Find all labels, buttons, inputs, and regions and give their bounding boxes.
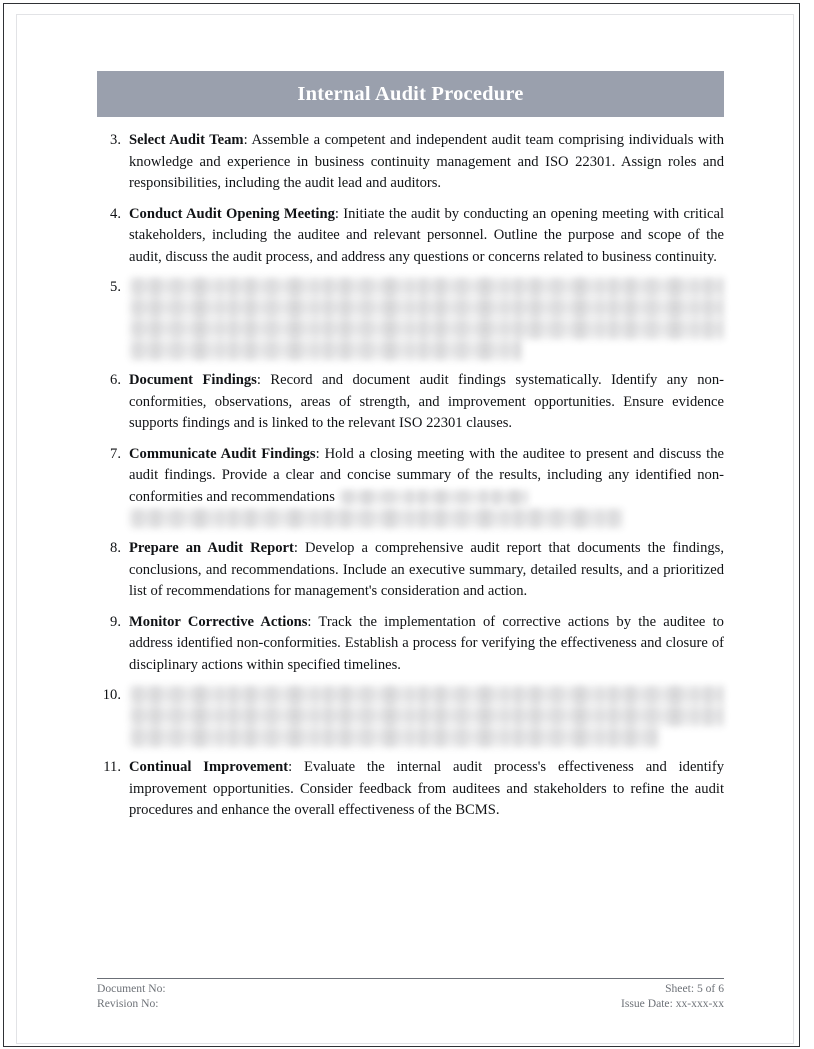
procedure-step	[97, 444, 724, 530]
step-body	[129, 370, 724, 435]
step-text: Evaluate the internal audit process's effectiveness and identify improvement opportunities. Consider feedback from auditees and stakeholders to refine the audit procedures and enhance the overall effectiveness of the BCMS.	[129, 759, 724, 818]
redacted-line	[129, 706, 724, 727]
step-number: 9.	[110, 613, 121, 630]
redacted-content	[129, 277, 724, 361]
step-separator: :	[315, 445, 325, 462]
document-no-label: Document No:	[97, 982, 166, 995]
procedure-step	[97, 130, 724, 195]
step-separator: :	[293, 540, 305, 556]
step-number: 3.	[110, 132, 121, 148]
redacted-line	[129, 319, 724, 340]
redacted-line	[129, 508, 623, 529]
redacted-line	[129, 277, 724, 298]
step-number: 10.	[102, 687, 121, 703]
step-body	[129, 444, 724, 530]
redacted-line	[129, 298, 724, 319]
step-heading: Conduct Audit Opening Meeting	[129, 205, 335, 222]
redacted-line	[129, 685, 724, 706]
step-heading: Select Audit Team	[129, 132, 244, 148]
step-number: 7.	[110, 445, 121, 462]
step-text: Initiate the audit by conducting an opening meeting with critical stakeholders, including the auditee and relevant personnel. Outline the purpose and scope of the audit, discuss the audit process, and address any questions or concerns related to business continuity.	[129, 205, 725, 265]
page-border	[3, 3, 800, 1047]
page-footer	[97, 978, 724, 1011]
step-number: 5.	[110, 279, 121, 295]
step-body	[129, 538, 724, 603]
step-heading: Monitor Corrective Actions	[129, 613, 308, 630]
step-body	[129, 685, 724, 748]
step-heading: Continual Improvement	[129, 759, 289, 775]
document-title-banner	[97, 71, 724, 117]
step-separator: :	[288, 759, 305, 775]
footer-row-top	[97, 982, 724, 997]
step-text: Assemble a competent and independent audit team comprising individuals with knowledge and experience in business continuity management and ISO 22301. Assign roles and responsibilities, including the audit lead and auditors.	[129, 132, 724, 191]
step-separator: :	[243, 132, 252, 148]
step-text: Develop a comprehensive audit report that documents the findings, conclusions, and recommendations. Include an executive summary, detailed results, and a prioritized list of recommendations for management's consideration and action.	[129, 540, 724, 599]
procedure-step	[97, 538, 724, 603]
page-title: Internal Audit Procedure	[297, 82, 524, 105]
step-separator: :	[307, 613, 319, 630]
procedure-step	[97, 757, 724, 822]
redacted-line	[129, 727, 659, 748]
step-heading: Document Findings	[129, 372, 257, 388]
step-body	[129, 612, 724, 677]
step-text: Track the implementation of corrective actions by the auditee to address identified non-conformities. Establish a process for verifying the effectiveness and closure of disciplinary actions within specified timelines.	[129, 613, 724, 673]
step-body	[129, 204, 724, 269]
procedure-step	[97, 370, 724, 435]
step-text: Record and document audit findings systematically. Identify any non-conformities, observations, areas of strength, and improvement opportunities. Ensure evidence supports findings and is linked to the relevant ISO 22301 clauses.	[129, 372, 725, 431]
step-number: 8.	[110, 540, 121, 556]
redacted-inline	[339, 489, 529, 506]
step-separator: :	[334, 205, 344, 222]
redacted-content	[129, 685, 724, 748]
step-heading: Prepare an Audit Report	[129, 540, 294, 556]
procedure-step-list	[97, 130, 724, 831]
issue-date-label: Issue Date: xx-xxx-xx	[620, 996, 724, 1010]
step-number: 11.	[103, 759, 121, 775]
procedure-step	[97, 685, 724, 748]
step-number: 4.	[110, 205, 121, 222]
procedure-step	[97, 204, 724, 269]
footer-rows	[97, 979, 724, 1011]
revision-no-label: Revision No:	[97, 996, 159, 1010]
step-body	[129, 757, 724, 822]
step-heading: Communicate Audit Findings	[129, 445, 316, 462]
step-body	[129, 130, 724, 195]
step-text: Hold a closing meeting with the auditee to present and discuss the audit findings. Provide a clear and concise summary of the results, including any identified non-conformities and recommendations	[129, 445, 725, 505]
footer-row-bottom	[97, 997, 724, 1012]
procedure-step	[97, 612, 724, 677]
sheet-label: Sheet: 5 of 6	[665, 982, 724, 995]
step-number: 6.	[110, 372, 121, 388]
step-body	[129, 277, 724, 361]
procedure-step	[97, 277, 724, 361]
redacted-line	[129, 340, 522, 361]
step-separator: :	[256, 372, 271, 388]
